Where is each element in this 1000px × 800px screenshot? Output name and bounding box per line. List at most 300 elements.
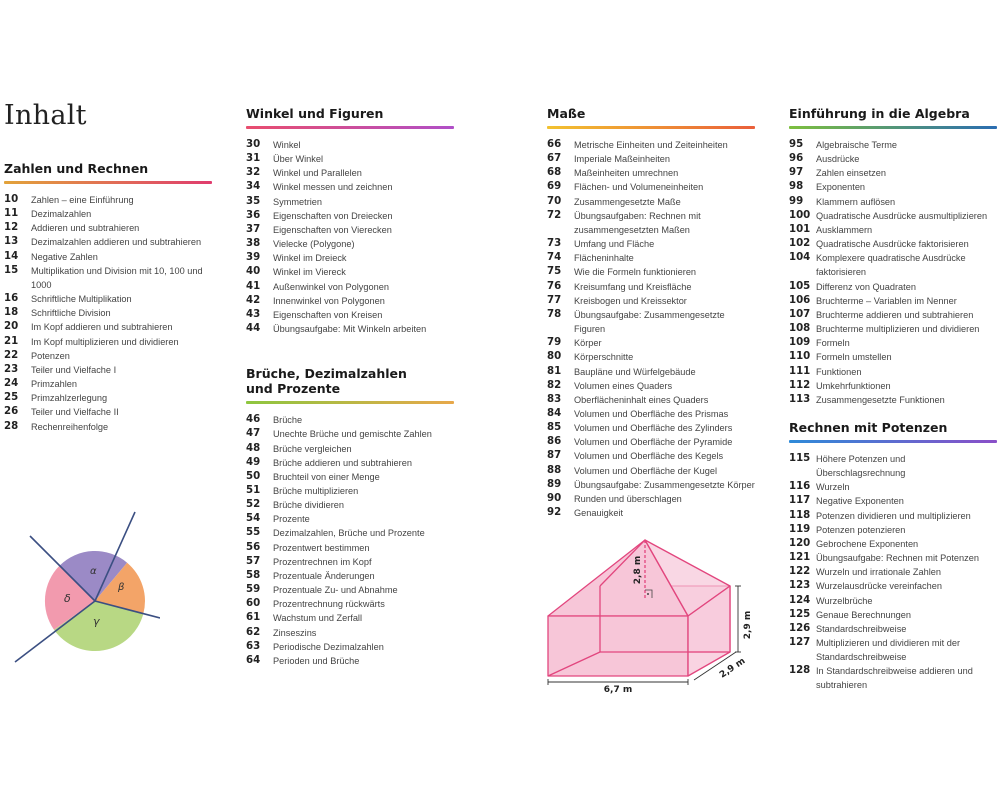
toc-entry [246,498,454,512]
entry-label: Rechenreihenfolge [31,421,109,432]
page-number: 99 [789,195,804,207]
entry-label: Wachstum und Zerfall [273,613,363,624]
entry-label: Über Winkel [273,154,324,165]
page-number: 82 [547,379,562,391]
page-number: 26 [4,406,19,418]
entry-label: Volumen und Oberfläche des Kegels [574,451,724,462]
section-color-bar [246,401,454,404]
label-length: 6,7 m [603,685,633,695]
toc-list [246,413,454,668]
page-number: 20 [4,321,19,333]
page-number: 46 [246,414,261,426]
toc-entry [4,420,212,434]
toc-entry [4,335,212,349]
page-number: 52 [246,499,261,511]
page-number: 47 [246,428,261,440]
toc-entry [246,237,454,251]
entry-label: Standardschreibweise [816,623,907,634]
section-color-bar [789,126,997,129]
entry-label: Außenwinkel von Polygonen [273,281,389,292]
toc-entry [246,456,454,470]
entry-label: Wurzeln [816,482,850,493]
section-brueche-dezimalzahlen-prozente [246,366,454,668]
toc-list [4,193,212,434]
entry-label: Prozentrechnung rückwärts [273,599,385,610]
entry-label: Funktionen [816,366,862,377]
entry-label: Bruchterme addieren und subtrahieren [816,309,974,320]
page-number: 96 [789,153,804,165]
entry-label: Algebraische Terme [816,140,898,150]
page-number: 90 [547,492,562,504]
page-number: 124 [789,594,811,606]
toc-entry [246,308,454,322]
toc-entry [789,452,997,480]
entry-label: Symmetrien [273,196,323,207]
page-number: 85 [547,422,562,434]
entry-label: Brüche vergleichen [273,443,352,454]
section-color-bar [4,181,212,184]
toc-entry [246,626,454,640]
page-number: 22 [4,349,19,361]
page-number: 49 [246,456,261,468]
entry-label: Prozentrechnen im Kopf [273,556,372,567]
section-title [246,366,454,396]
toc-entry [246,166,454,180]
toc-entry [547,435,755,449]
toc-entry [4,207,212,221]
entry-label: Volumen und Oberfläche der Kugel [574,465,718,476]
entry-label: Übungsaufgabe: Rechnen mit Potenzen [816,553,979,564]
entry-label: Ausdrücke [816,154,860,165]
page-number: 117 [789,495,811,507]
entry-label: Klammern auflösen [816,196,896,207]
page-number: 23 [4,363,19,375]
label-gamma: γ [93,615,100,628]
entry-label: Zahlen einsetzen [816,168,886,179]
page-number: 31 [246,153,261,165]
entry-label: Prozentuale Zu- und Abnahme [273,585,398,596]
toc-entry [547,492,755,506]
page-number: 67 [547,153,562,165]
toc-entry [547,336,755,350]
page-number: 69 [547,181,562,193]
page-number: 13 [4,236,19,248]
entry-label: Brüche [273,415,303,426]
page-number: 95 [789,139,804,150]
toc-entry [547,464,755,478]
page-number: 43 [246,308,261,320]
entry-label: Exponenten [816,182,866,193]
entry-label: Zusammengesetzte Maße [574,196,681,207]
page-number: 113 [789,393,811,405]
toc-entry [789,336,997,350]
toc-entry [789,393,997,407]
entry-label: Potenzen dividieren und multiplizieren [816,510,971,521]
entry-label: Wurzelbrüche [816,595,873,606]
section-zahlen-und-rechnen [4,161,212,434]
entry-label: Winkel im Dreieck [273,253,347,264]
toc-entry [246,294,454,308]
page-number: 32 [246,167,261,179]
toc-entry [4,320,212,334]
entry-label: Volumen und Oberfläche des Prismas [574,408,729,419]
entry-label: Vielecke (Polygone) [273,239,355,250]
toc-entry [789,209,997,223]
entry-label: In Standardschreibweise addieren und subtrahieren [816,666,973,691]
section-masse [547,106,755,520]
entry-label: Übungsaufgaben: Rechnen mit zusammengesetzten Maßen [574,210,701,235]
toc-entry [246,138,454,152]
toc-entry [246,195,454,209]
entry-label: Periodische Dezimalzahlen [273,641,384,652]
entry-label: Multiplikation und Division mit 10, 100 und 1000 [31,265,203,290]
entry-label: Eigenschaften von Dreiecken [273,210,393,221]
page-number: 14 [4,250,19,262]
entry-label: Dezimalzahlen, Brüche und Prozente [273,528,425,539]
page-number: 110 [789,351,811,363]
toc-entry [547,308,755,336]
toc-entry [246,322,454,336]
page-title: Inhalt [4,100,87,131]
entry-label: Wie die Formeln funktionieren [574,267,697,278]
section-color-bar [789,440,997,443]
entry-label: Oberflächeninhalt eines Quaders [574,394,709,405]
page-number: 116 [789,481,811,493]
entry-label: Zahlen – eine Einführung [31,195,134,205]
page-number: 83 [547,393,562,405]
toc-entry [547,407,755,421]
page-number: 37 [246,223,261,235]
entry-label: Negative Zahlen [31,251,98,262]
section-title: Winkel und Figuren [246,106,384,121]
page-number: 62 [246,626,261,638]
page-number: 57 [246,555,261,567]
toc-entry [789,152,997,166]
entry-label: Innenwinkel von Polygonen [273,295,385,306]
toc-entry [789,223,997,237]
page-number: 98 [789,181,804,193]
page-number: 44 [246,323,261,335]
page-number: 87 [547,450,562,462]
page-number: 10 [4,194,19,205]
page-number: 115 [789,452,811,464]
right-angle-dot [647,593,649,595]
toc-entry [789,622,997,636]
section-title: Maße [547,106,586,121]
toc-entry [547,449,755,463]
toc-entry [547,237,755,251]
entry-label: Brüche multiplizieren [273,485,359,496]
entry-label: Zusammengesetzte Funktionen [816,394,945,405]
toc-entry [789,509,997,523]
page-number: 88 [547,464,562,476]
toc-entry [547,365,755,379]
page-number: 105 [789,280,811,292]
page-number: 15 [4,264,19,276]
page-number: 92 [547,507,562,519]
house-prism-illustration [540,530,780,695]
section-title-line-1: Brüche, Dezimalzahlen [246,366,407,382]
page-number: 79 [547,337,562,349]
entry-label: Metrische Einheiten und Zeiteinheiten [574,140,728,150]
toc-entry [246,265,454,279]
toc-entry [547,138,755,152]
entry-label: Zinseszins [273,627,317,638]
page-number: 119 [789,523,811,535]
page-number: 74 [547,252,562,264]
page-number: 121 [789,552,811,564]
toc-entry [246,209,454,223]
entry-label: Imperiale Maßeinheiten [574,154,671,165]
page-number: 54 [246,513,261,525]
page-number: 68 [547,167,562,179]
section-title-line-2: und Prozente [246,381,341,397]
entry-label: Schriftliche Multiplikation [31,294,132,305]
page-number: 64 [246,654,261,666]
label-roof-height: 2,8 m [633,555,643,585]
toc-entry [4,235,212,249]
toc-entry [4,363,212,377]
toc-entry [789,294,997,308]
toc-entry [4,405,212,419]
entry-label: Im Kopf multiplizieren und dividieren [31,336,179,347]
page-number: 30 [246,139,261,150]
entry-label: Flächeninhalte [574,253,634,264]
entry-label: Übungsaufgabe: Zusammengesetzte Körper [574,479,755,490]
entry-label: Potenzen [31,350,70,361]
page-number: 63 [246,640,261,652]
toc-entry [789,251,997,279]
page-number: 40 [246,266,261,278]
page-number: 109 [789,337,811,349]
page-number: 97 [789,167,804,179]
page-number: 120 [789,537,811,549]
toc-entry [789,195,997,209]
page-number: 38 [246,238,261,250]
entry-label: Addieren und subtrahieren [31,223,140,234]
page-number: 25 [4,392,19,404]
toc-entry [4,306,212,320]
toc-entry [789,636,997,664]
page-number: 100 [789,209,811,221]
toc-list [789,452,997,693]
page-number: 36 [246,209,261,221]
toc-list [547,138,755,520]
page-number: 50 [246,470,261,482]
label-alpha: α [90,566,97,577]
entry-label: Quadratische Ausdrücke faktorisieren [816,239,969,250]
page-number: 106 [789,294,811,306]
toc-entry [246,470,454,484]
page-number: 72 [547,209,562,221]
toc-entry [789,565,997,579]
entry-label: Körperschnitte [574,352,634,363]
toc-entry [789,551,997,565]
entry-label: Eigenschaften von Vierecken [273,224,392,235]
page-number: 42 [246,294,261,306]
column-2 [246,106,454,668]
page-number: 59 [246,584,261,596]
entry-label: Primzahlen [31,379,77,390]
toc-list [789,138,997,407]
toc-entry [4,377,212,391]
page-number: 111 [789,365,811,377]
page-number: 128 [789,665,811,677]
entry-label: Teiler und Vielfache I [31,364,117,375]
toc-entry [547,379,755,393]
page-number: 11 [4,208,19,220]
entry-label: Eigenschaften von Kreisen [273,309,383,320]
toc-entry [4,193,212,207]
page-number: 81 [547,365,562,377]
page-number: 101 [789,223,811,235]
page-number: 34 [246,181,261,193]
entry-label: Umkehrfunktionen [816,380,891,391]
entry-label: Winkel messen und zeichnen [273,182,393,193]
toc-entry [789,664,997,692]
entry-label: Prozentuale Änderungen [273,570,375,581]
toc-entry [547,280,755,294]
page-number: 24 [4,378,19,390]
page-number: 78 [547,308,562,320]
section-winkel-und-figuren [246,106,454,336]
toc-entry [547,180,755,194]
toc-entry [246,180,454,194]
entry-label: Im Kopf addieren und subtrahieren [31,322,173,333]
toc-entry [789,480,997,494]
entry-label: Brüche dividieren [273,500,344,511]
label-depth: 2,9 m [718,656,748,681]
label-wall-height: 2,9 m [743,610,753,640]
section-title: Einführung in die Algebra [789,106,970,121]
toc-entry [246,555,454,569]
toc-entry [4,264,212,292]
entry-label: Körper [574,338,602,349]
page-number: 108 [789,323,811,335]
entry-label: Bruchterme – Variablen im Nenner [816,295,957,306]
page-number: 127 [789,637,811,648]
toc-entry [547,209,755,237]
page-number: 73 [547,238,562,250]
page-number: 70 [547,195,562,207]
entry-label: Übungsaufgabe: Zusammengesetzte Figuren [574,309,725,335]
toc-list [246,138,454,336]
page-number: 51 [246,484,261,496]
toc-entry [547,152,755,166]
toc-entry [789,608,997,622]
entry-label: Komplexere quadratische Ausdrücke faktorisieren [816,253,966,278]
entry-label: Kreisumfang und Kreisfläche [574,281,692,292]
entry-label: Prozentwert bestimmen [273,542,370,553]
toc-entry [4,349,212,363]
toc-entry [789,322,997,336]
toc-entry [246,611,454,625]
toc-entry [246,597,454,611]
toc-entry [246,442,454,456]
page-number: 118 [789,509,811,521]
toc-entry [246,541,454,555]
entry-label: Bruchteil von einer Menge [273,471,380,482]
entry-label: Übungsaufgabe: Mit Winkeln arbeiten [273,324,427,335]
page-number: 41 [246,280,261,292]
toc-entry [246,654,454,668]
toc-entry [789,237,997,251]
page-number: 28 [4,420,19,432]
page-number: 125 [789,608,811,620]
section-rechnen-mit-potenzen [789,420,997,693]
toc-entry [547,393,755,407]
toc-entry [246,280,454,294]
entry-label: Genauigkeit [574,508,624,519]
toc-entry [789,594,997,608]
entry-label: Perioden und Brüche [273,655,360,666]
entry-label: Dezimalzahlen addieren und subtrahieren [31,237,202,248]
toc-entry [789,579,997,593]
page-number: 56 [246,541,261,553]
label-beta: β [118,582,125,593]
page-number: 21 [4,335,19,347]
page-number: 48 [246,442,261,454]
entry-label: Potenzen potenzieren [816,524,906,535]
entry-label: Primzahlzerlegung [31,393,108,404]
entry-label: Volumen und Oberfläche des Zylinders [574,423,733,434]
page-number: 12 [4,222,19,234]
entry-label: Umfang und Fläche [574,239,655,250]
toc-entry [246,152,454,166]
page-number: 107 [789,308,811,320]
toc-entry [789,350,997,364]
entry-label: Maßeinheiten umrechnen [574,168,679,179]
page-number: 84 [547,407,562,419]
page-number: 123 [789,580,811,592]
toc-entry [4,292,212,306]
section-einfuehrung-algebra [789,106,997,407]
page-number: 75 [547,266,562,278]
toc-entry [547,251,755,265]
entry-label: Wurzelausdrücke vereinfachen [816,581,942,592]
toc-entry [789,138,997,152]
toc-entry [789,308,997,322]
entry-label: Unechte Brüche und gemischte Zahlen [273,429,432,440]
entry-label: Brüche addieren und subtrahieren [273,457,412,468]
page-number: 58 [246,569,261,581]
section-color-bar [246,126,454,129]
entry-label: Genaue Berechnungen [816,609,912,620]
entry-label: Baupläne und Würfelgebäude [574,366,696,377]
page-number: 76 [547,280,562,292]
page-number: 55 [246,527,261,539]
toc-entry [789,280,997,294]
toc-entry [789,379,997,393]
entry-label: Differenz von Quadraten [816,281,916,292]
page-number: 60 [246,598,261,610]
entry-label: Formeln umstellen [816,352,892,363]
page-number: 112 [789,379,811,391]
entry-label: Kreisbogen und Kreissektor [574,295,687,306]
toc-entry [246,640,454,654]
entry-label: Winkel [273,140,301,150]
entry-label: Wurzeln und irrationale Zahlen [816,567,941,578]
toc-entry [547,506,755,520]
entry-label: Dezimalzahlen [31,209,92,220]
entry-label: Formeln [816,338,850,349]
entry-label: Höhere Potenzen und Überschlagsrechnung [816,453,906,479]
section-title: Rechnen mit Potenzen [789,419,948,435]
entry-label: Bruchterme multiplizieren und dividieren [816,324,980,335]
toc-entry [789,523,997,537]
toc-entry [789,537,997,551]
page-number: 102 [789,238,811,250]
